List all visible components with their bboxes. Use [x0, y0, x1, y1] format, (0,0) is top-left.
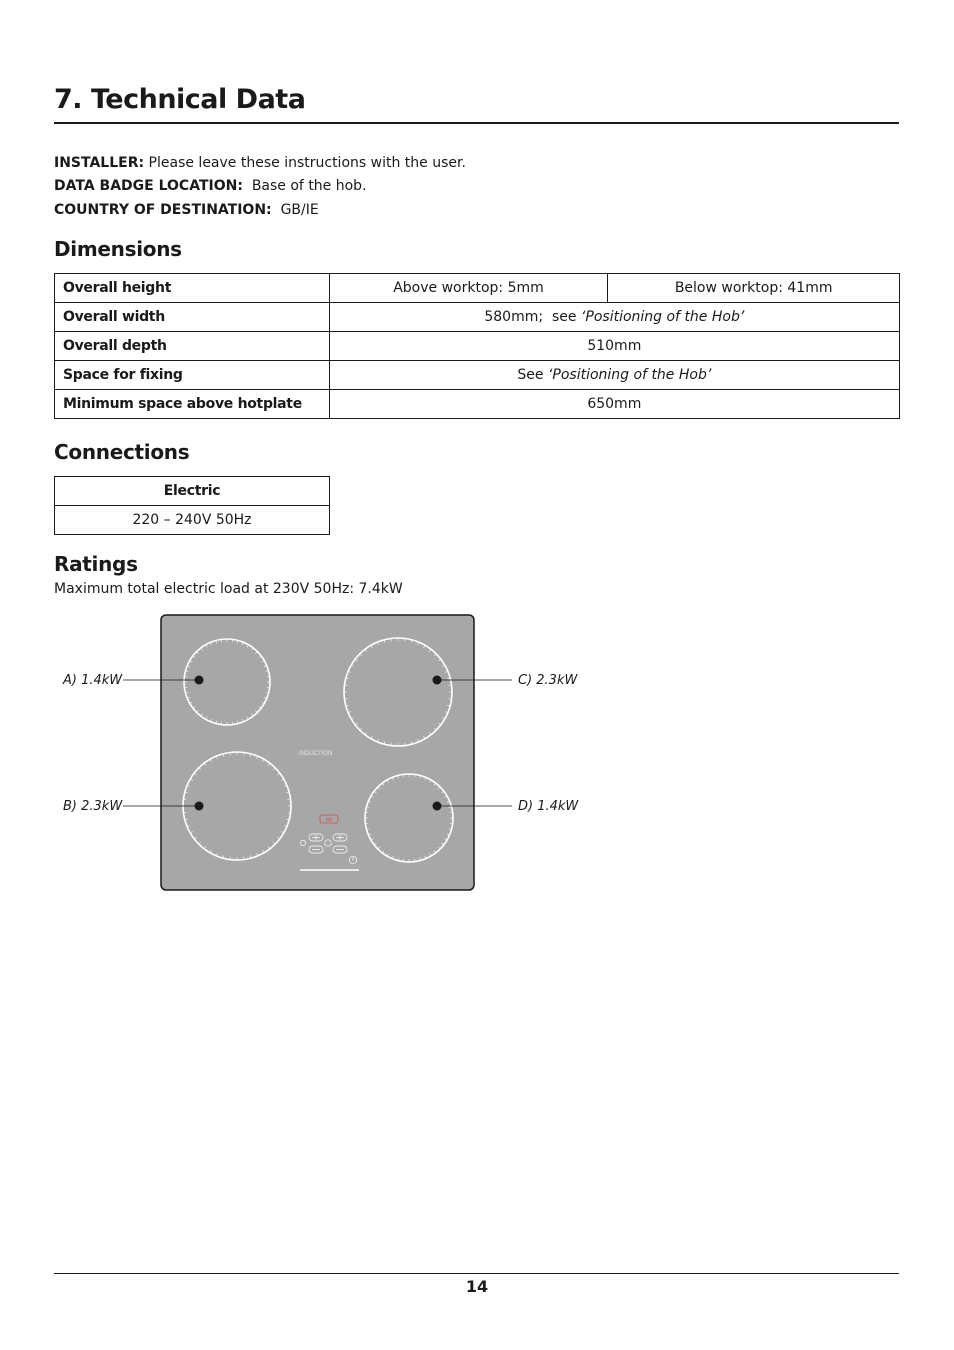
table-row	[55, 361, 900, 390]
dimension-label: Space for fixing	[55, 361, 330, 390]
data-badge-label: DATA BADGE LOCATION:	[54, 178, 243, 194]
dimension-value-text: See	[517, 367, 548, 383]
page-title: 7. Technical Data	[54, 84, 306, 115]
ratings-heading: Ratings	[54, 552, 138, 576]
connections-value: 220 – 240V 50Hz	[55, 506, 330, 535]
zone-label-a: A) 1.4kW	[63, 673, 123, 688]
dimension-label: Overall depth	[55, 332, 330, 361]
dimension-value	[329, 361, 899, 390]
installer-value: Please leave these instructions with the user.	[148, 155, 466, 171]
dimension-label: Minimum space above hotplate	[55, 390, 330, 419]
connections-table	[54, 476, 330, 535]
zone-label-b: B) 2.3kW	[63, 799, 123, 814]
zone-label-d: D) 1.4kW	[518, 799, 579, 814]
installer-line	[54, 155, 466, 171]
max-load-text: Maximum total electric load at 230V 50Hz: 7.4kW	[54, 581, 403, 597]
zone-marker-a	[195, 676, 204, 685]
table-row	[55, 506, 330, 535]
data-badge-line	[54, 178, 367, 194]
dimensions-heading: Dimensions	[54, 237, 182, 261]
hob-diagram	[0, 600, 954, 900]
dimension-value	[329, 303, 899, 332]
dimensions-table	[54, 273, 900, 419]
page-number: 14	[465, 1277, 489, 1296]
dimension-value-text: 580mm; see	[484, 309, 581, 325]
display-digits: 88	[325, 817, 333, 824]
country-value: GB/IE	[280, 202, 319, 218]
dimension-value: Above worktop: 5mm	[329, 274, 608, 303]
zone-label-c: C) 2.3kW	[518, 673, 578, 688]
dimension-value-ref: ‘Positioning of the Hob’	[580, 309, 745, 325]
zone-marker-d	[433, 802, 442, 811]
title-divider	[54, 122, 899, 124]
table-row	[55, 390, 900, 419]
footer-divider	[54, 1273, 899, 1274]
dimension-value: 510mm	[329, 332, 899, 361]
zone-marker-b	[195, 802, 204, 811]
data-badge-value: Base of the hob.	[251, 178, 367, 194]
dimension-label: Overall width	[55, 303, 330, 332]
country-label: COUNTRY OF DESTINATION:	[54, 202, 272, 218]
connections-heading: Connections	[54, 440, 190, 464]
table-row	[55, 477, 330, 506]
dimension-value-ref: ‘Positioning of the Hob’	[547, 367, 712, 383]
dimension-label: Overall height	[55, 274, 330, 303]
table-row	[55, 332, 900, 361]
country-line	[54, 202, 319, 218]
zone-marker-c	[433, 676, 442, 685]
table-row	[55, 303, 900, 332]
installer-label: INSTALLER:	[54, 155, 145, 171]
dimension-value: 650mm	[329, 390, 899, 419]
hob-brand-text: INDUCTION	[299, 751, 333, 757]
connections-header: Electric	[55, 477, 330, 506]
table-row	[55, 274, 900, 303]
dimension-value: Below worktop: 41mm	[608, 274, 900, 303]
